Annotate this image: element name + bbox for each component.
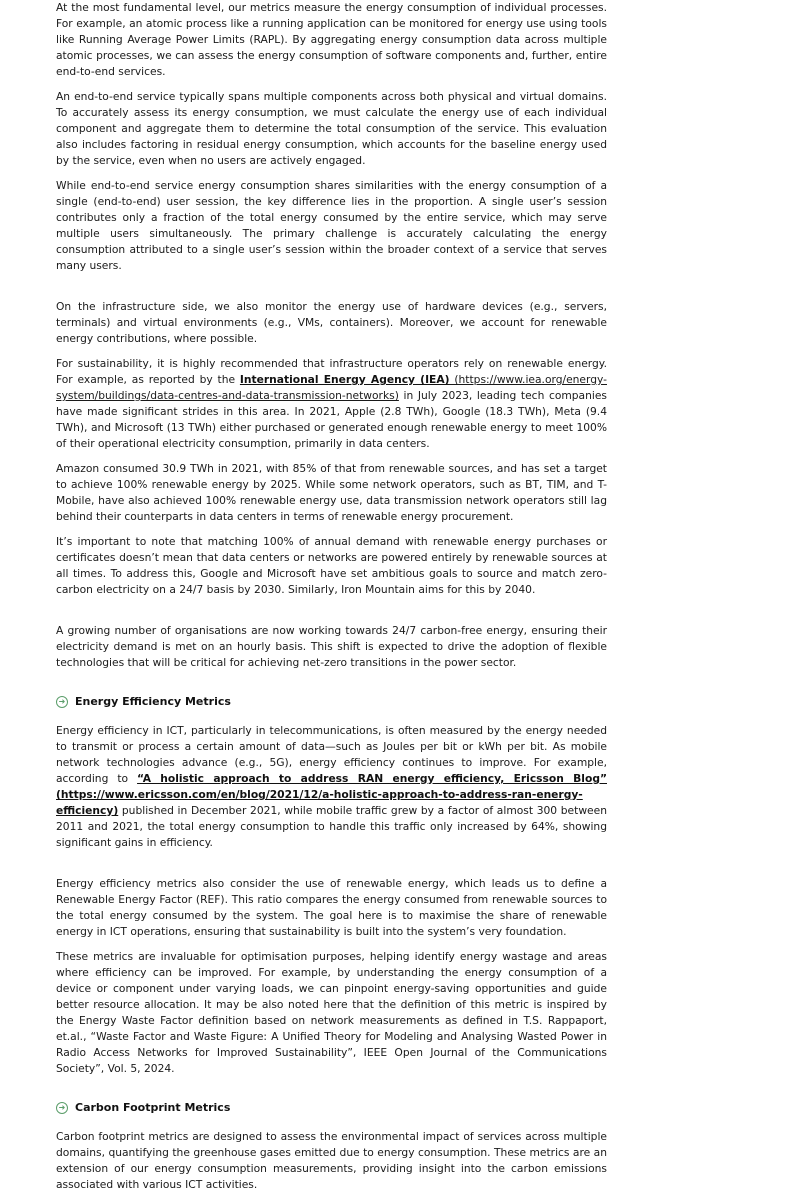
heading-label: Carbon Footprint Metrics: [75, 1101, 231, 1114]
arrow-circle-icon: ➜: [56, 696, 68, 708]
paragraph-annual-demand: It’s important to note that matching 100% of annual demand with renewable energy purchases or certificates doesn’t mean that data centers or networks are powered entirely by renewable sources at all times. To address this, Google and Microsoft have set ambitious goals to source and match zero-carbon electricity on a 24/7 basis by 2030. Similarly, Iron Mountain aims for this by 2040.: [56, 535, 607, 596]
iea-link[interactable]: International Energy Agency (IEA): [239, 373, 450, 386]
paragraph-process-metrics: At the most fundamental level, our metrics measure the energy consumption of individual processes. For example, an atomic process like a running application can be monitored for energy use using tools like Running Average Power Limits (RAPL). By aggregating energy consumption data across multiple atomic processes, we can assess the energy consumption of software components and, further, entire end-to-end services.: [56, 1, 607, 78]
energy-efficiency-heading: [56, 694, 607, 710]
heading-label: Energy Efficiency Metrics: [75, 695, 231, 708]
paragraph-carbon-footprint: Carbon footprint metrics are designed to assess the environmental impact of services across multiple domains, quantifying the greenhouse gases emitted due to energy consumption. These metrics are an extension of our energy consumption measurements, providing insight into the carbon emissions associated with various ICT activities.: [56, 1130, 607, 1191]
paragraph-user-session: While end-to-end service energy consumption shares similarities with the energy consumption of a single (end-to-end) user session, the key difference lies in the proportion. A single user’s session contributes only a fraction of the total energy consumed by the entire service, which may serve multiple users simultaneously. The primary challenge is accurately calculating the energy consumption attributed to a single user’s session within the broader context of a service that serves many users.: [56, 179, 607, 272]
paragraph-optimisation: These metrics are invaluable for optimisation purposes, helping identify energy wastage and areas where efficiency can be improved. For example, by understanding the energy consumption of a device or component under varying loads, we can pinpoint energy-saving opportunities and guide better resource allocation. It may be also noted here that the definition of this metric is inspired by the Energy Waste Factor definition based on network measurements as defined in T.S. Rappaport, et.al., “Waste Factor and Waste Figure: A Unified Theory for Modeling and Analysing Wasted Power in Radio Access Networks for Improved Sustainability”, IEEE Open Journal of the Communications Society”, Vol. 5, 2024.: [56, 950, 607, 1075]
arrow-circle-icon: ➜: [56, 1102, 68, 1114]
paragraph-energy-efficiency: Energy efficiency in ICT, particularly in telecommunications, is often measured by the energy needed to transmit or process a certain amount of data—such as Joules per bit or kWh per bit. As mobile network technologies advance (e.g., 5G), energy efficiency continues to improve. For example, according to “A holistic approach to address RAN energy efficiency, Ericsson Blog” (https://www.ericsson.com/en/blog/2021/12/a-holistic-approach-to-address-ran-energy-efficiency) published in December 2021, while mobile traffic grew by a factor of almost 300 between 2011 and 2021, the total energy consumption to handle this traffic only increased by 64%, showing significant gains in efficiency.: [56, 724, 607, 849]
document-body: [56, 0, 607, 1193]
paragraph-sustainability: For sustainability, it is highly recommended that infrastructure operators rely on renewable energy. For example, as reported by the International Energy Agency (IEA) (https://www.iea.org/energy-system/buildings/data-centres-and-data-transmission-networks) in July 2023, leading tech companies have made significant strides in this area. In 2021, Apple (2.8 TWh), Google (18.3 TWh), Meta (9.4 TWh), and Microsoft (13 TWh) either purchased or generated enough renewable energy to meet 100% of their operational electricity consumption, primarily in data centers.: [56, 357, 607, 450]
paragraph-carbon-free: A growing number of organisations are now working towards 24/7 carbon-free energy, ensuring their electricity demand is met on an hourly basis. This shift is expected to drive the adoption of flexible technologies that will be critical for achieving net-zero transitions in the power sector.: [56, 624, 607, 669]
paragraph-end-to-end-service: An end-to-end service typically spans multiple components across both physical and virtual domains. To accurately assess its energy consumption, we must calculate the energy use of each individual component and aggregate them to determine the total consumption of the service. This evaluation also includes factoring in residual energy consumption, which accounts for the baseline energy used by the service, even when no users are actively engaged.: [56, 90, 607, 167]
iea-url-link[interactable]: (https://www.iea.org/energy-system/buildings/data-centres-and-data-transmission-networks): [56, 373, 607, 402]
paragraph-infrastructure: On the infrastructure side, we also monitor the energy use of hardware devices (e.g., servers, terminals) and virtual environments (e.g., VMs, containers). Moreover, we account for renewable energy contributions, where possible.: [56, 300, 607, 345]
paragraph-renewable-energy-factor: Energy efficiency metrics also consider the use of renewable energy, which leads us to define a Renewable Energy Factor (REF). This ratio compares the energy consumed from renewable sources to the total energy consumed by the system. The goal here is to maximise the share of renewable energy in ICT operations, ensuring that sustainability is built into the system’s very foundation.: [56, 877, 607, 938]
carbon-footprint-heading: [56, 1100, 607, 1116]
ericsson-blog-link[interactable]: “A holistic approach to address RAN energy efficiency, Ericsson Blog” (https://www.ericsson.com/en/blog/2021/12/a-holistic-approach-to-address-ran-energy-efficiency): [56, 772, 607, 817]
paragraph-amazon: Amazon consumed 30.9 TWh in 2021, with 85% of that from renewable sources, and has set a target to achieve 100% renewable energy by 2025. While some network operators, such as BT, TIM, and T-Mobile, have also achieved 100% renewable energy use, data transmission network operators still lag behind their counterparts in data centers in terms of renewable energy procurement.: [56, 462, 607, 523]
